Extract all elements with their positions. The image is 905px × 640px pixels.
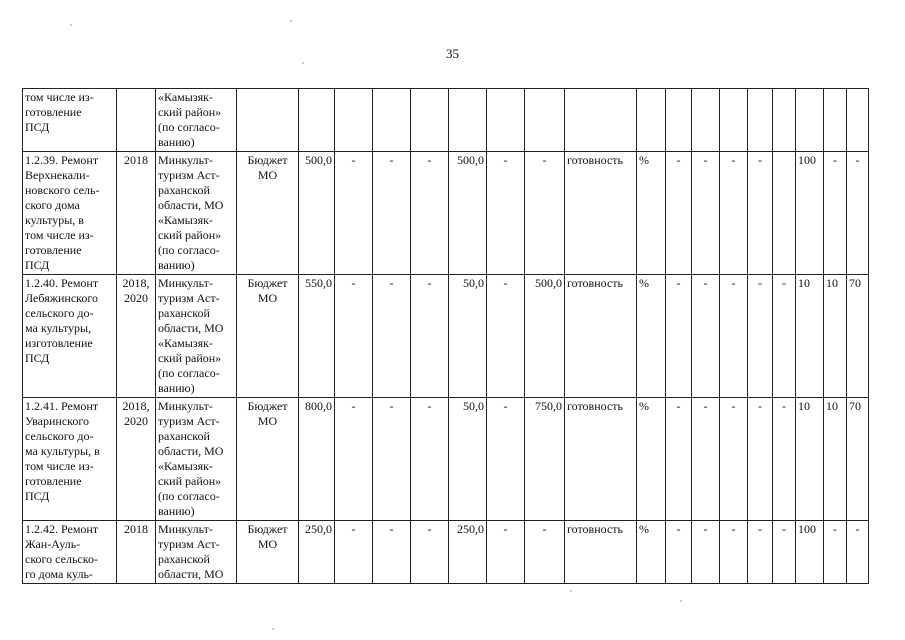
amount-cell [373, 89, 411, 152]
scan-speck [570, 590, 572, 592]
funding-source-cell: Бюджет МО [237, 275, 299, 398]
total-amount-cell [299, 89, 335, 152]
amount-cell: - [335, 398, 373, 521]
target-cell: - [748, 398, 773, 521]
target-cell [666, 89, 692, 152]
year-cell: 2018 [117, 521, 156, 584]
amount-cell: 50,0 [449, 398, 487, 521]
target-cell: 70 [847, 275, 869, 398]
amount-cell [335, 89, 373, 152]
target-cell: - [748, 275, 773, 398]
unit-cell: % [637, 521, 666, 584]
executor-cell: Минкульт- туризм Аст- раханской области, МО «Камызяк- ский район» (по согласо- ванию) [156, 398, 237, 521]
scan-speck [680, 600, 682, 602]
target-cell [824, 89, 847, 152]
indicator-cell: готовность [565, 152, 637, 275]
amount-cell: 250,0 [449, 521, 487, 584]
amount-cell: - [487, 398, 525, 521]
amount-cell: - [487, 275, 525, 398]
activity-name-cell: 1.2.41. Ремонт Уваринского сельского до- ма культуры, в том числе из- готовление ПСД [23, 398, 117, 521]
funding-source-cell: Бюджет МО [237, 398, 299, 521]
target-cell: - [720, 521, 748, 584]
target-cell: - [692, 152, 720, 275]
funding-source-cell: Бюджет МО [237, 152, 299, 275]
amount-cell: 50,0 [449, 275, 487, 398]
year-cell: 2018, 2020 [117, 275, 156, 398]
target-cell: 100 [796, 152, 824, 275]
funding-source-cell [237, 89, 299, 152]
amount-cell [411, 89, 449, 152]
amount-cell: - [487, 521, 525, 584]
amount-cell: - [373, 398, 411, 521]
target-cell [773, 89, 796, 152]
executor-cell: Минкульт- туризм Аст- раханской области, МО «Камызяк- ский район» (по согласо- ванию) [156, 152, 237, 275]
amount-cell: - [373, 521, 411, 584]
target-cell: - [666, 275, 692, 398]
table-row [23, 275, 869, 398]
target-cell: 10 [824, 398, 847, 521]
year-cell: 2018 [117, 152, 156, 275]
amount-cell: - [411, 152, 449, 275]
amount-cell: - [373, 152, 411, 275]
scan-speck [302, 62, 304, 64]
target-cell: - [666, 152, 692, 275]
target-cell: 10 [796, 275, 824, 398]
table-row [23, 398, 869, 521]
table-row [23, 152, 869, 275]
target-cell: - [847, 521, 869, 584]
budget-table [22, 88, 869, 584]
indicator-cell: готовность [565, 521, 637, 584]
target-cell: - [748, 152, 773, 275]
indicator-cell: готовность [565, 275, 637, 398]
executor-cell: Минкульт- туризм Аст- раханской области, МО «Камызяк- ский район» (по согласо- ванию) [156, 275, 237, 398]
total-amount-cell: 550,0 [299, 275, 335, 398]
target-cell: 70 [847, 398, 869, 521]
target-cell: - [773, 398, 796, 521]
amount-cell: - [411, 275, 449, 398]
amount-cell: 500,0 [525, 275, 565, 398]
amount-cell: - [525, 521, 565, 584]
amount-cell: - [411, 521, 449, 584]
amount-cell: - [373, 275, 411, 398]
activity-name-cell: 1.2.39. Ремонт Верхнекали- новского сель- ского дома культуры, в том числе из- готовление ПСД [23, 152, 117, 275]
target-cell: 10 [796, 398, 824, 521]
amount-cell [487, 89, 525, 152]
target-cell [796, 89, 824, 152]
unit-cell [637, 89, 666, 152]
target-cell: - [692, 521, 720, 584]
target-cell: - [720, 152, 748, 275]
total-amount-cell: 500,0 [299, 152, 335, 275]
target-cell: - [773, 275, 796, 398]
target-cell: - [666, 521, 692, 584]
unit-cell: % [637, 275, 666, 398]
target-cell: - [692, 275, 720, 398]
target-cell: - [720, 275, 748, 398]
scan-speck [290, 20, 292, 22]
amount-cell: - [487, 152, 525, 275]
year-cell [117, 89, 156, 152]
scan-speck [272, 628, 274, 630]
total-amount-cell: 800,0 [299, 398, 335, 521]
activity-name-cell: том числе из- готовление ПСД [23, 89, 117, 152]
target-cell [720, 89, 748, 152]
target-cell [692, 89, 720, 152]
indicator-cell: готовность [565, 398, 637, 521]
target-cell: - [824, 521, 847, 584]
activity-name-cell: 1.2.40. Ремонт Лебяжинского сельского до- ма культуры, изготовление ПСД [23, 275, 117, 398]
target-cell: - [824, 152, 847, 275]
target-cell [773, 152, 796, 275]
amount-cell [449, 89, 487, 152]
page-number: 35 [446, 46, 459, 61]
target-cell: - [720, 398, 748, 521]
amount-cell: - [335, 275, 373, 398]
table-row [23, 89, 869, 152]
scan-speck [70, 24, 72, 26]
amount-cell: 750,0 [525, 398, 565, 521]
amount-cell: - [411, 398, 449, 521]
target-cell: - [773, 521, 796, 584]
amount-cell: 500,0 [449, 152, 487, 275]
indicator-cell [565, 89, 637, 152]
table-row [23, 521, 869, 584]
executor-cell: «Камызяк- ский район» (по согласо- ванию) [156, 89, 237, 152]
amount-cell [525, 89, 565, 152]
target-cell: 100 [796, 521, 824, 584]
target-cell: - [692, 398, 720, 521]
funding-source-cell: Бюджет МО [237, 521, 299, 584]
activity-name-cell: 1.2.42. Ремонт Жан-Ауль- ского сельско- го дома куль- [23, 521, 117, 584]
total-amount-cell: 250,0 [299, 521, 335, 584]
target-cell [748, 89, 773, 152]
target-cell: - [748, 521, 773, 584]
amount-cell: - [335, 152, 373, 275]
target-cell: - [666, 398, 692, 521]
unit-cell: % [637, 152, 666, 275]
amount-cell: - [335, 521, 373, 584]
target-cell [847, 89, 869, 152]
year-cell: 2018, 2020 [117, 398, 156, 521]
unit-cell: % [637, 398, 666, 521]
executor-cell: Минкульт- туризм Аст- раханской области, МО [156, 521, 237, 584]
amount-cell: - [525, 152, 565, 275]
target-cell: 10 [824, 275, 847, 398]
target-cell: - [847, 152, 869, 275]
